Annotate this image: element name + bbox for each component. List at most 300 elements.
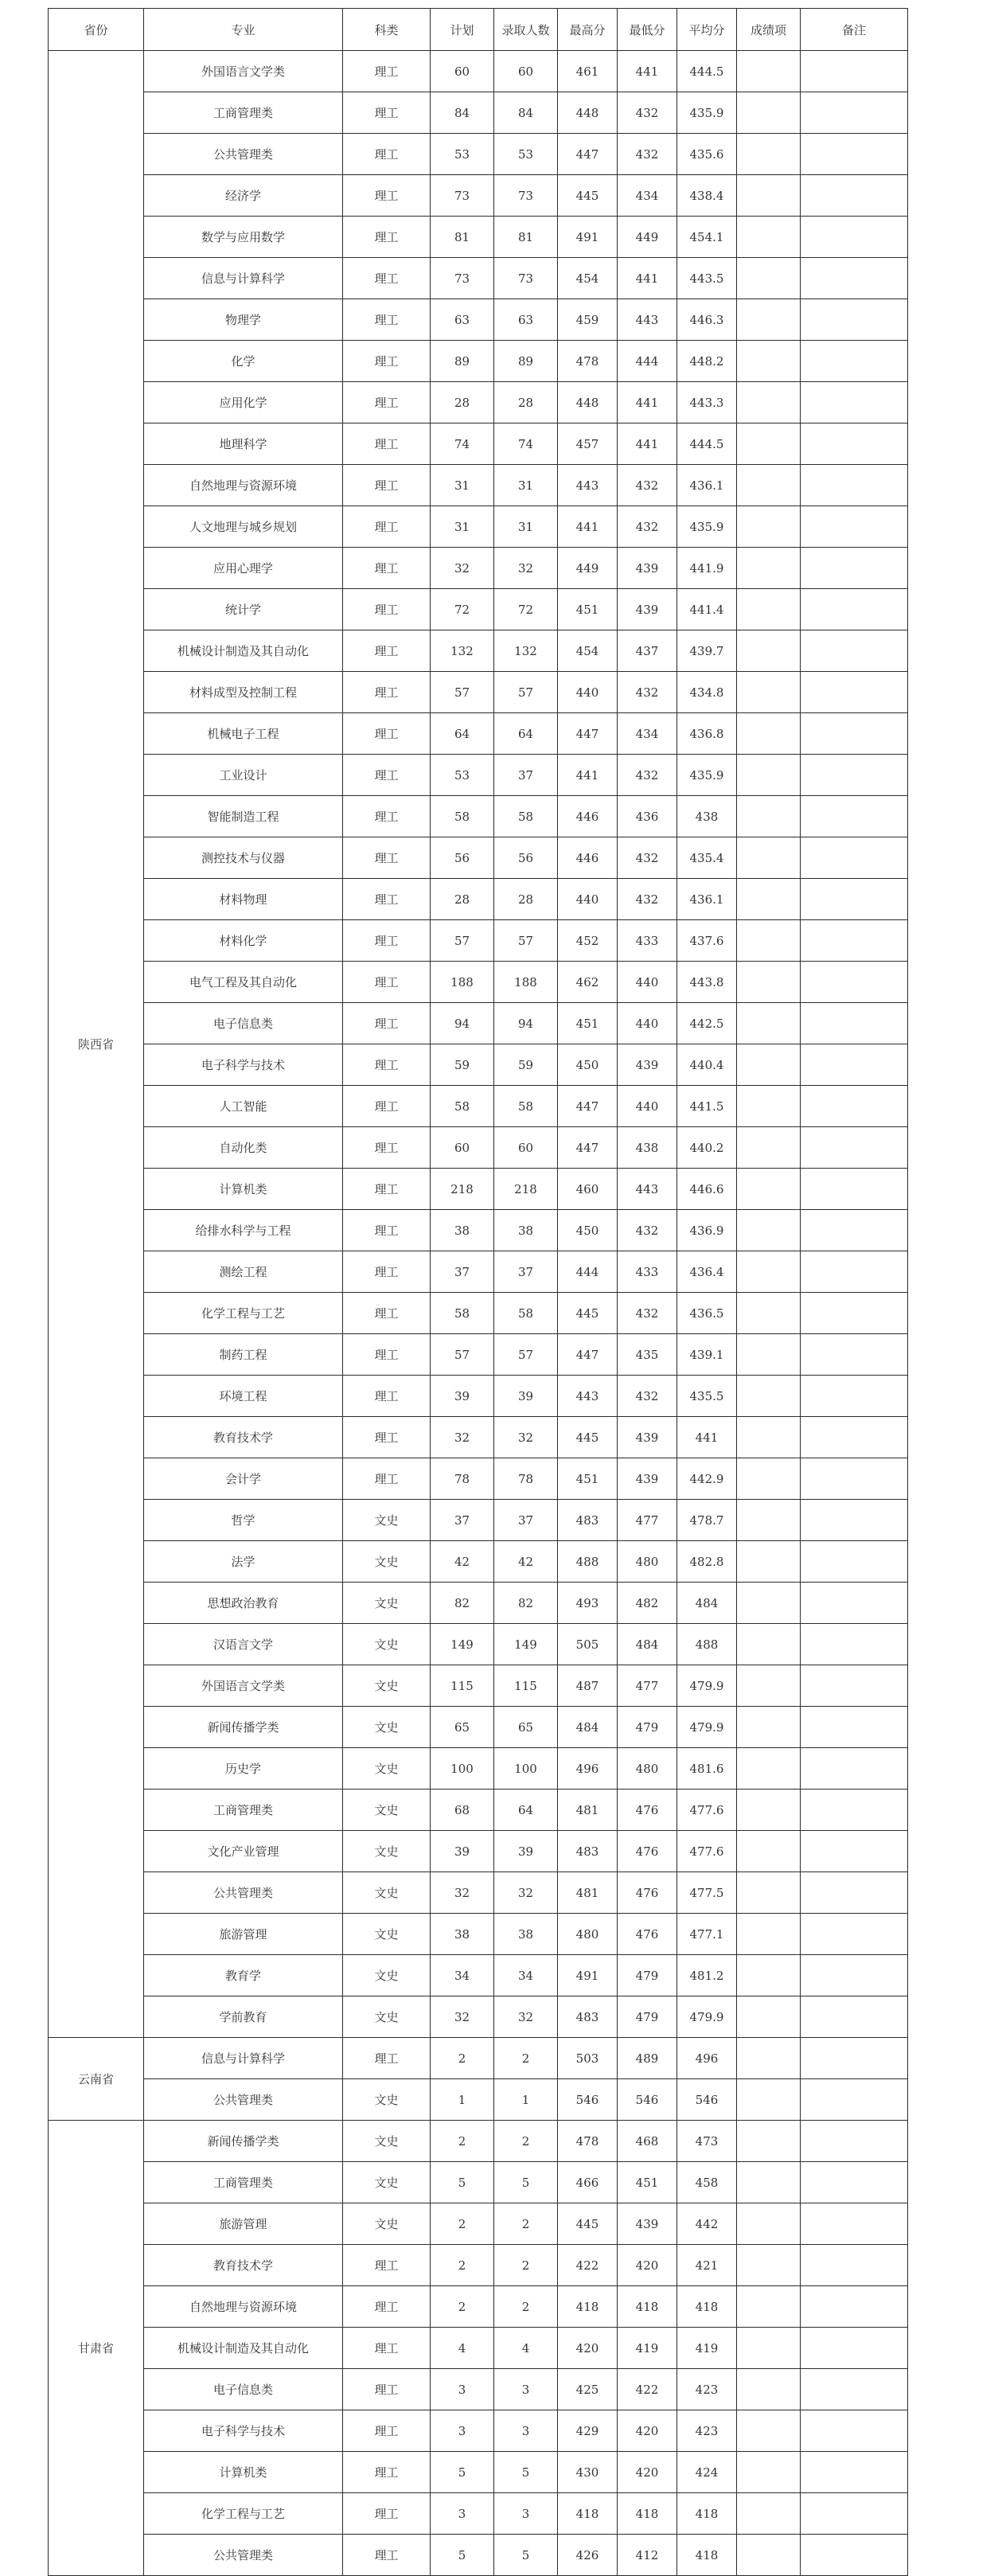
max-score-cell: 420 <box>558 2328 618 2369</box>
table-header-row <box>49 9 908 51</box>
score-item-cell <box>737 423 801 465</box>
major-cell: 给排水科学与工程 <box>144 1210 343 1251</box>
remarks-cell <box>801 1665 908 1707</box>
header-plan: 计划 <box>431 9 494 51</box>
major-cell: 化学 <box>144 341 343 382</box>
plan-cell: 65 <box>431 1707 494 1748</box>
table-row <box>49 1500 908 1541</box>
plan-cell: 53 <box>431 134 494 175</box>
avg-score-cell: 484 <box>677 1583 737 1624</box>
major-cell: 教育技术学 <box>144 1417 343 1458</box>
avg-score-cell: 477.6 <box>677 1831 737 1872</box>
remarks-cell <box>801 1210 908 1251</box>
plan-cell: 132 <box>431 630 494 672</box>
avg-score-cell: 437.6 <box>677 920 737 962</box>
min-score-cell: 440 <box>618 1086 677 1127</box>
table-row <box>49 506 908 548</box>
major-cell: 电子信息类 <box>144 2369 343 2410</box>
table-row <box>49 920 908 962</box>
remarks-cell <box>801 1003 908 1044</box>
max-score-cell: 459 <box>558 299 618 341</box>
category-cell: 理工 <box>343 258 431 299</box>
plan-cell: 58 <box>431 1086 494 1127</box>
min-score-cell: 480 <box>618 1541 677 1583</box>
province-cell: 甘肃省 <box>49 2121 144 2576</box>
admitted-cell: 74 <box>494 423 558 465</box>
admitted-cell: 38 <box>494 1210 558 1251</box>
remarks-cell <box>801 589 908 630</box>
admitted-cell: 57 <box>494 1334 558 1376</box>
category-cell: 理工 <box>343 2245 431 2286</box>
score-item-cell <box>737 879 801 920</box>
max-score-cell: 445 <box>558 175 618 217</box>
remarks-cell <box>801 962 908 1003</box>
score-item-cell <box>737 1251 801 1293</box>
table-row <box>49 1914 908 1955</box>
remarks-cell <box>801 1376 908 1417</box>
table-row <box>49 1831 908 1872</box>
remarks-cell <box>801 2162 908 2203</box>
min-score-cell: 437 <box>618 630 677 672</box>
remarks-cell <box>801 92 908 134</box>
score-item-cell <box>737 1169 801 1210</box>
major-cell: 哲学 <box>144 1500 343 1541</box>
category-cell: 理工 <box>343 92 431 134</box>
score-item-cell <box>737 1210 801 1251</box>
avg-score-cell: 477.1 <box>677 1914 737 1955</box>
avg-score-cell: 435.9 <box>677 755 737 796</box>
score-item-cell <box>737 2245 801 2286</box>
header-min-score: 最低分 <box>618 9 677 51</box>
avg-score-cell: 448.2 <box>677 341 737 382</box>
remarks-cell <box>801 1541 908 1583</box>
avg-score-cell: 439.1 <box>677 1334 737 1376</box>
admitted-cell: 63 <box>494 299 558 341</box>
table-row <box>49 465 908 506</box>
plan-cell: 188 <box>431 962 494 1003</box>
remarks-cell <box>801 713 908 755</box>
max-score-cell: 440 <box>558 879 618 920</box>
plan-cell: 31 <box>431 465 494 506</box>
score-item-cell <box>737 175 801 217</box>
category-cell: 文史 <box>343 1500 431 1541</box>
category-cell: 文史 <box>343 1707 431 1748</box>
avg-score-cell: 438.4 <box>677 175 737 217</box>
table-row <box>49 2286 908 2328</box>
major-cell: 新闻传播学类 <box>144 2121 343 2162</box>
min-score-cell: 440 <box>618 962 677 1003</box>
header-remarks: 备注 <box>801 9 908 51</box>
remarks-cell <box>801 465 908 506</box>
avg-score-cell: 444.5 <box>677 51 737 92</box>
max-score-cell: 450 <box>558 1210 618 1251</box>
min-score-cell: 434 <box>618 175 677 217</box>
plan-cell: 32 <box>431 1417 494 1458</box>
score-item-cell <box>737 2038 801 2079</box>
admitted-cell: 2 <box>494 2286 558 2328</box>
max-score-cell: 487 <box>558 1665 618 1707</box>
avg-score-cell: 435.6 <box>677 134 737 175</box>
admitted-cell: 59 <box>494 1044 558 1086</box>
min-score-cell: 477 <box>618 1500 677 1541</box>
table-row <box>49 589 908 630</box>
avg-score-cell: 442 <box>677 2203 737 2245</box>
min-score-cell: 441 <box>618 382 677 423</box>
header-major: 专业 <box>144 9 343 51</box>
category-cell: 理工 <box>343 2328 431 2369</box>
admitted-cell: 58 <box>494 1086 558 1127</box>
admitted-cell: 89 <box>494 341 558 382</box>
table-row <box>49 2162 908 2203</box>
min-score-cell: 546 <box>618 2079 677 2121</box>
admitted-cell: 2 <box>494 2121 558 2162</box>
remarks-cell <box>801 796 908 837</box>
remarks-cell <box>801 1624 908 1665</box>
table-row <box>49 1376 908 1417</box>
avg-score-cell: 436.8 <box>677 713 737 755</box>
major-cell: 外国语言文学类 <box>144 51 343 92</box>
score-item-cell <box>737 1955 801 1996</box>
category-cell: 理工 <box>343 1293 431 1334</box>
remarks-cell <box>801 879 908 920</box>
admitted-cell: 2 <box>494 2245 558 2286</box>
score-item-cell <box>737 258 801 299</box>
min-score-cell: 438 <box>618 1127 677 1169</box>
category-cell: 理工 <box>343 423 431 465</box>
table-row <box>49 2452 908 2493</box>
major-cell: 化学工程与工艺 <box>144 1293 343 1334</box>
major-cell: 自动化类 <box>144 1127 343 1169</box>
avg-score-cell: 436.1 <box>677 879 737 920</box>
major-cell: 会计学 <box>144 1458 343 1500</box>
plan-cell: 115 <box>431 1665 494 1707</box>
max-score-cell: 483 <box>558 1996 618 2038</box>
header-admitted: 录取人数 <box>494 9 558 51</box>
score-item-cell <box>737 713 801 755</box>
plan-cell: 32 <box>431 548 494 589</box>
plan-cell: 5 <box>431 2452 494 2493</box>
max-score-cell: 484 <box>558 1707 618 1748</box>
major-cell: 智能制造工程 <box>144 796 343 837</box>
table-row <box>49 548 908 589</box>
score-item-cell <box>737 2369 801 2410</box>
category-cell: 理工 <box>343 506 431 548</box>
table-row <box>49 1044 908 1086</box>
score-item-cell <box>737 1127 801 1169</box>
admitted-cell: 31 <box>494 506 558 548</box>
table-row <box>49 1872 908 1914</box>
major-cell: 人工智能 <box>144 1086 343 1127</box>
max-score-cell: 440 <box>558 672 618 713</box>
avg-score-cell: 440.4 <box>677 1044 737 1086</box>
major-cell: 自然地理与资源环境 <box>144 2286 343 2328</box>
table-row <box>49 92 908 134</box>
table-row <box>49 837 908 879</box>
category-cell: 理工 <box>343 879 431 920</box>
score-item-cell <box>737 2162 801 2203</box>
max-score-cell: 491 <box>558 1955 618 1996</box>
max-score-cell: 480 <box>558 1914 618 1955</box>
table-row <box>49 713 908 755</box>
category-cell: 文史 <box>343 1541 431 1583</box>
min-score-cell: 439 <box>618 1458 677 1500</box>
plan-cell: 56 <box>431 837 494 879</box>
min-score-cell: 433 <box>618 920 677 962</box>
table-row <box>49 217 908 258</box>
admitted-cell: 82 <box>494 1583 558 1624</box>
major-cell: 思想政治教育 <box>144 1583 343 1624</box>
category-cell: 理工 <box>343 630 431 672</box>
min-score-cell: 444 <box>618 341 677 382</box>
admission-score-table <box>48 8 908 2576</box>
score-item-cell <box>737 465 801 506</box>
remarks-cell <box>801 1914 908 1955</box>
remarks-cell <box>801 2369 908 2410</box>
admitted-cell: 56 <box>494 837 558 879</box>
remarks-cell <box>801 1086 908 1127</box>
avg-score-cell: 419 <box>677 2328 737 2369</box>
score-item-cell <box>737 1541 801 1583</box>
plan-cell: 3 <box>431 2493 494 2535</box>
category-cell: 文史 <box>343 1790 431 1831</box>
remarks-cell <box>801 423 908 465</box>
max-score-cell: 466 <box>558 2162 618 2203</box>
table-row <box>49 796 908 837</box>
min-score-cell: 432 <box>618 837 677 879</box>
admitted-cell: 4 <box>494 2328 558 2369</box>
table-row <box>49 2038 908 2079</box>
min-score-cell: 439 <box>618 589 677 630</box>
remarks-cell <box>801 920 908 962</box>
plan-cell: 74 <box>431 423 494 465</box>
plan-cell: 94 <box>431 1003 494 1044</box>
major-cell: 公共管理类 <box>144 1872 343 1914</box>
major-cell: 电子科学与技术 <box>144 1044 343 1086</box>
admitted-cell: 32 <box>494 1417 558 1458</box>
remarks-cell <box>801 2452 908 2493</box>
table-row <box>49 1583 908 1624</box>
major-cell: 电子科学与技术 <box>144 2410 343 2452</box>
remarks-cell <box>801 2038 908 2079</box>
score-item-cell <box>737 217 801 258</box>
admitted-cell: 32 <box>494 548 558 589</box>
min-score-cell: 476 <box>618 1872 677 1914</box>
table-row <box>49 1169 908 1210</box>
plan-cell: 60 <box>431 51 494 92</box>
admitted-cell: 53 <box>494 134 558 175</box>
plan-cell: 37 <box>431 1500 494 1541</box>
admitted-cell: 32 <box>494 1872 558 1914</box>
category-cell: 理工 <box>343 2452 431 2493</box>
remarks-cell <box>801 2121 908 2162</box>
remarks-cell <box>801 134 908 175</box>
category-cell: 理工 <box>343 465 431 506</box>
table-row <box>49 341 908 382</box>
major-cell: 材料物理 <box>144 879 343 920</box>
category-cell: 理工 <box>343 1251 431 1293</box>
avg-score-cell: 423 <box>677 2369 737 2410</box>
avg-score-cell: 443.3 <box>677 382 737 423</box>
admitted-cell: 37 <box>494 755 558 796</box>
category-cell: 文史 <box>343 2121 431 2162</box>
major-cell: 环境工程 <box>144 1376 343 1417</box>
admitted-cell: 78 <box>494 1458 558 1500</box>
min-score-cell: 484 <box>618 1624 677 1665</box>
score-item-cell <box>737 1790 801 1831</box>
remarks-cell <box>801 2493 908 2535</box>
min-score-cell: 412 <box>618 2535 677 2576</box>
admitted-cell: 39 <box>494 1831 558 1872</box>
category-cell: 理工 <box>343 713 431 755</box>
score-item-cell <box>737 1996 801 2038</box>
admitted-cell: 57 <box>494 672 558 713</box>
max-score-cell: 446 <box>558 837 618 879</box>
max-score-cell: 429 <box>558 2410 618 2452</box>
remarks-cell <box>801 258 908 299</box>
category-cell: 文史 <box>343 1831 431 1872</box>
min-score-cell: 420 <box>618 2245 677 2286</box>
min-score-cell: 418 <box>618 2286 677 2328</box>
table-row <box>49 134 908 175</box>
major-cell: 制药工程 <box>144 1334 343 1376</box>
plan-cell: 3 <box>431 2369 494 2410</box>
major-cell: 地理科学 <box>144 423 343 465</box>
min-score-cell: 433 <box>618 1251 677 1293</box>
max-score-cell: 478 <box>558 341 618 382</box>
admitted-cell: 57 <box>494 920 558 962</box>
category-cell: 理工 <box>343 51 431 92</box>
min-score-cell: 439 <box>618 2203 677 2245</box>
score-item-cell <box>737 1707 801 1748</box>
plan-cell: 100 <box>431 1748 494 1790</box>
remarks-cell <box>801 1500 908 1541</box>
major-cell: 外国语言文学类 <box>144 1665 343 1707</box>
plan-cell: 5 <box>431 2535 494 2576</box>
avg-score-cell: 446.3 <box>677 299 737 341</box>
admitted-cell: 39 <box>494 1376 558 1417</box>
table-row <box>49 879 908 920</box>
table-row <box>49 299 908 341</box>
avg-score-cell: 439.7 <box>677 630 737 672</box>
max-score-cell: 425 <box>558 2369 618 2410</box>
avg-score-cell: 441 <box>677 1417 737 1458</box>
score-item-cell <box>737 1417 801 1458</box>
table-row <box>49 2245 908 2286</box>
score-item-cell <box>737 2493 801 2535</box>
score-item-cell <box>737 548 801 589</box>
major-cell: 应用心理学 <box>144 548 343 589</box>
min-score-cell: 432 <box>618 92 677 134</box>
max-score-cell: 446 <box>558 796 618 837</box>
avg-score-cell: 423 <box>677 2410 737 2452</box>
table-row <box>49 1417 908 1458</box>
plan-cell: 39 <box>431 1831 494 1872</box>
score-item-cell <box>737 299 801 341</box>
admitted-cell: 31 <box>494 465 558 506</box>
remarks-cell <box>801 1790 908 1831</box>
table-row <box>49 1127 908 1169</box>
category-cell: 理工 <box>343 672 431 713</box>
admitted-cell: 132 <box>494 630 558 672</box>
min-score-cell: 432 <box>618 1293 677 1334</box>
min-score-cell: 432 <box>618 506 677 548</box>
plan-cell: 38 <box>431 1914 494 1955</box>
plan-cell: 32 <box>431 1872 494 1914</box>
plan-cell: 42 <box>431 1541 494 1583</box>
plan-cell: 3 <box>431 2410 494 2452</box>
avg-score-cell: 488 <box>677 1624 737 1665</box>
major-cell: 机械电子工程 <box>144 713 343 755</box>
admitted-cell: 5 <box>494 2452 558 2493</box>
max-score-cell: 493 <box>558 1583 618 1624</box>
category-cell: 理工 <box>343 1169 431 1210</box>
major-cell: 汉语言文学 <box>144 1624 343 1665</box>
max-score-cell: 462 <box>558 962 618 1003</box>
admitted-cell: 115 <box>494 1665 558 1707</box>
avg-score-cell: 424 <box>677 2452 737 2493</box>
plan-cell: 2 <box>431 2245 494 2286</box>
admitted-cell: 28 <box>494 382 558 423</box>
max-score-cell: 451 <box>558 1003 618 1044</box>
category-cell: 理工 <box>343 1127 431 1169</box>
avg-score-cell: 444.5 <box>677 423 737 465</box>
admitted-cell: 73 <box>494 258 558 299</box>
major-cell: 材料成型及控制工程 <box>144 672 343 713</box>
admitted-cell: 149 <box>494 1624 558 1665</box>
admitted-cell: 84 <box>494 92 558 134</box>
table-row <box>49 1334 908 1376</box>
max-score-cell: 448 <box>558 92 618 134</box>
header-max-score: 最高分 <box>558 9 618 51</box>
avg-score-cell: 434.8 <box>677 672 737 713</box>
avg-score-cell: 438 <box>677 796 737 837</box>
admitted-cell: 94 <box>494 1003 558 1044</box>
max-score-cell: 447 <box>558 1334 618 1376</box>
score-item-cell <box>737 962 801 1003</box>
min-score-cell: 435 <box>618 1334 677 1376</box>
table-row <box>49 2203 908 2245</box>
max-score-cell: 422 <box>558 2245 618 2286</box>
score-item-cell <box>737 589 801 630</box>
avg-score-cell: 478.7 <box>677 1500 737 1541</box>
table-row <box>49 1707 908 1748</box>
plan-cell: 73 <box>431 175 494 217</box>
remarks-cell <box>801 1417 908 1458</box>
max-score-cell: 445 <box>558 2203 618 2245</box>
table-row <box>49 51 908 92</box>
category-cell: 理工 <box>343 920 431 962</box>
max-score-cell: 478 <box>558 2121 618 2162</box>
min-score-cell: 449 <box>618 217 677 258</box>
admitted-cell: 60 <box>494 1127 558 1169</box>
table-row <box>49 2410 908 2452</box>
plan-cell: 5 <box>431 2162 494 2203</box>
category-cell: 理工 <box>343 2410 431 2452</box>
score-item-cell <box>737 1293 801 1334</box>
major-cell: 公共管理类 <box>144 134 343 175</box>
major-cell: 信息与计算科学 <box>144 2038 343 2079</box>
category-cell: 理工 <box>343 1376 431 1417</box>
category-cell: 理工 <box>343 1458 431 1500</box>
table-row <box>49 2369 908 2410</box>
max-score-cell: 491 <box>558 217 618 258</box>
avg-score-cell: 482.8 <box>677 1541 737 1583</box>
min-score-cell: 479 <box>618 1996 677 2038</box>
admitted-cell: 32 <box>494 1996 558 2038</box>
min-score-cell: 476 <box>618 1790 677 1831</box>
min-score-cell: 441 <box>618 423 677 465</box>
avg-score-cell: 477.5 <box>677 1872 737 1914</box>
